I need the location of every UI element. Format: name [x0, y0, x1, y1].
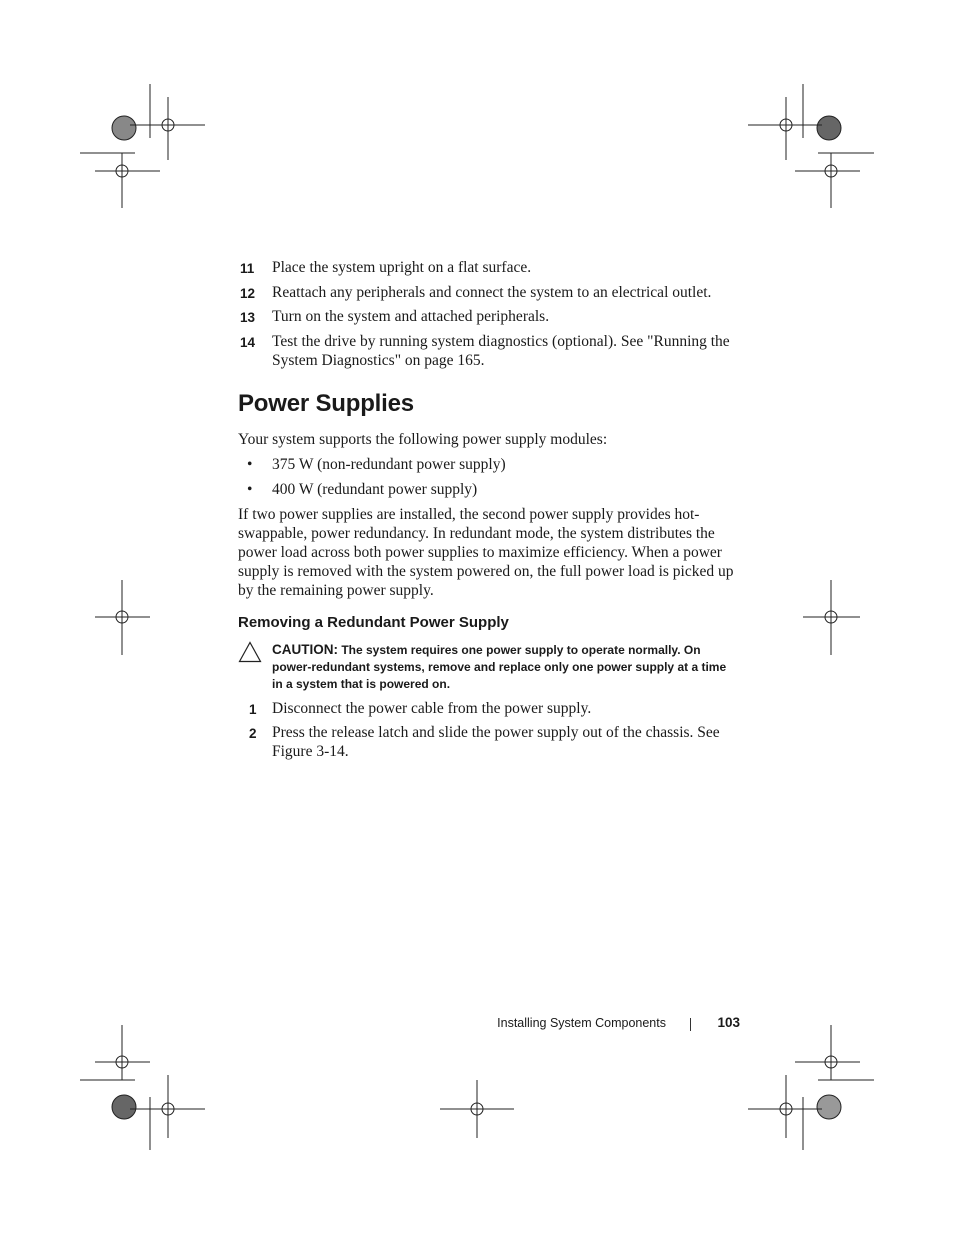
bullet-text: 400 W (redundant power supply) — [272, 480, 478, 498]
bullet-icon: • — [247, 455, 253, 473]
section-intro: Your system supports the following power supply modules: — [238, 430, 608, 448]
step-14 — [238, 332, 738, 370]
step-number: 2 — [249, 726, 257, 741]
section-title: Power Supplies — [238, 389, 414, 417]
page-footer — [470, 1014, 742, 1034]
step-12 — [238, 283, 738, 302]
step-text: Reattach any peripherals and connect the system to an electrical outlet. — [272, 283, 712, 301]
caution-text: The system requires one power supply to operate normally. On power-redundant systems, remove and replace only one power supply at a time in a system that is powered on. — [272, 642, 727, 691]
bullet-icon: • — [247, 480, 253, 498]
step-text: Test the drive by running system diagnostics (optional). See "Running the System Diagnostics" on page 165. — [272, 332, 730, 369]
step-number: 12 — [240, 285, 256, 301]
step-number: 13 — [240, 310, 256, 325]
step-2 — [238, 723, 738, 761]
step-text: Disconnect the power cable from the power supply. — [272, 699, 592, 717]
footer-divider — [690, 1018, 691, 1031]
step-11 — [238, 258, 738, 277]
step-text: Place the system upright on a flat surface. — [272, 259, 532, 276]
step-1 — [238, 699, 738, 718]
page-content — [238, 258, 738, 767]
step-number: 1 — [249, 701, 257, 717]
caution-notice — [238, 641, 738, 693]
step-number: 11 — [240, 261, 255, 276]
section-paragraph: If two power supplies are installed, the second power supply provides hot-swappable, power redundancy. In redundant mode, the system distributes the power load across both power supplies to maximize efficiency. When a power supply is removed with the system powered on, the full power load is picked up by the remaining power supply. — [238, 505, 734, 599]
caution-label: CAUTION: — [272, 641, 338, 657]
footer-section-name: Installing System Components — [497, 1016, 666, 1030]
step-text: Turn on the system and attached peripherals. — [272, 308, 550, 325]
page-number: 103 — [717, 1015, 740, 1030]
list-item — [238, 455, 738, 474]
step-number: 14 — [240, 334, 256, 350]
subsection-title: Removing a Redundant Power Supply — [238, 613, 509, 631]
step-text: Press the release latch and slide the power supply out of the chassis. See Figure 3-14. — [272, 724, 720, 760]
caution-triangle-icon — [238, 641, 262, 663]
step-13 — [238, 307, 738, 326]
bullet-text: 375 W (non-redundant power supply) — [272, 455, 506, 473]
list-item — [238, 480, 738, 499]
